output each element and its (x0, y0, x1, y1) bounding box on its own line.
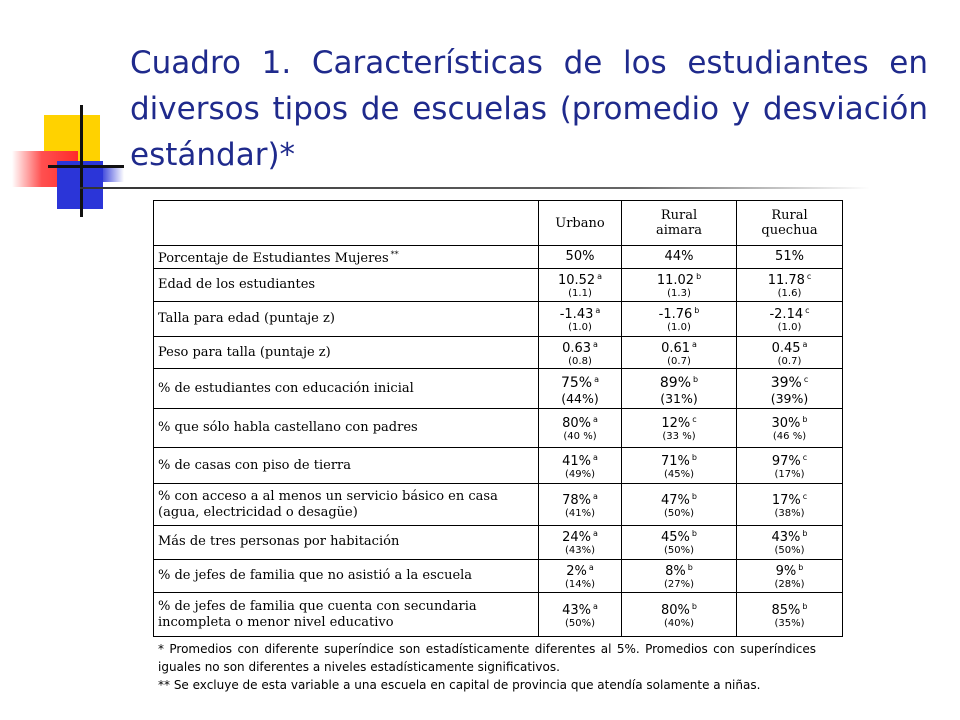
mean-line (543, 338, 617, 356)
significance-superscript: a (593, 601, 598, 611)
value-cell (539, 409, 622, 448)
mean-line (741, 372, 838, 391)
mean-line (626, 338, 732, 356)
value-cell (539, 526, 622, 559)
mean-value: 47% (661, 492, 690, 508)
std-dev-value: (0.7) (667, 355, 691, 367)
std-dev-value: (46 %) (772, 430, 807, 442)
mean-line (626, 372, 732, 391)
std-dev-value: (31%) (660, 390, 698, 406)
table-row (154, 593, 843, 637)
value-cell (539, 559, 622, 592)
mean-line (626, 527, 732, 545)
mean-value: 39% (770, 374, 802, 391)
value-cell (737, 593, 843, 637)
std-dev-value: (40 %) (563, 430, 597, 442)
row-label-text: Porcentaje de Estudiantes Mujeres (158, 251, 389, 266)
mean-line (741, 561, 838, 579)
header-urbano: Urbano (539, 201, 622, 246)
std-dev-value: (28%) (774, 578, 805, 590)
mean-value: 89% (659, 374, 692, 391)
significance-superscript: b (802, 601, 808, 611)
std-dev-value: (0.7) (777, 355, 802, 367)
table-row (154, 246, 843, 269)
decorative-logo (0, 95, 130, 225)
significance-superscript: c (692, 414, 697, 424)
significance-superscript: a (588, 562, 594, 572)
significance-superscript: b (691, 601, 697, 611)
row-label-footnote-mark: ** (390, 250, 399, 259)
std-dev-value: (27%) (663, 578, 695, 590)
mean-value: 0.61 (661, 340, 691, 356)
value-cell (622, 409, 737, 448)
mean-value: 24% (562, 530, 591, 546)
table-row (154, 526, 843, 559)
mean-value: 17% (771, 492, 801, 508)
value-cell (622, 559, 737, 592)
row-label-text: % de jefes de familia que no asistió a la escuela (158, 567, 473, 583)
mean-value: 41% (562, 453, 591, 469)
std-dev-value: (38%) (774, 507, 805, 519)
std-dev-value: (1.0) (667, 322, 691, 334)
significance-superscript: a (593, 414, 598, 424)
std-dev-value: (39%) (770, 390, 809, 406)
significance-superscript: b (696, 272, 702, 282)
mean-value: 80% (562, 415, 591, 431)
mean-value: 80% (661, 602, 690, 618)
significance-superscript: b (691, 452, 697, 462)
value-cell (539, 369, 622, 409)
mean-line (626, 451, 732, 469)
value-cell (737, 246, 843, 269)
mean-line (626, 600, 732, 618)
value-cell (737, 447, 843, 484)
row-label-text: % de casas con piso de tierra (158, 457, 352, 473)
row-label-text: % de jefes de familia que cuenta con secundaria incompleta o menor nivel educativo (158, 598, 477, 630)
value-cell (622, 336, 737, 368)
value-cell (539, 447, 622, 484)
mean-line (741, 490, 838, 508)
significance-superscript: b (694, 306, 700, 316)
std-dev-value: (17%) (774, 468, 805, 480)
row-label-text: % con acceso a al menos un servicio básico en casa (agua, electricidad o desagüe) (158, 488, 498, 520)
mean-line (626, 413, 732, 431)
mean-value: 85% (771, 602, 801, 618)
std-dev-value: (40%) (663, 617, 695, 629)
significance-superscript: a (594, 374, 600, 384)
significance-superscript: b (798, 562, 804, 572)
row-label-text: % que sólo habla castellano con padres (158, 419, 418, 435)
footnote-2: ** Se excluye de esta variable a una escuela en capital de provincia que atendía solamente a niñas. (158, 678, 761, 692)
std-dev-value: (1.0) (568, 322, 592, 334)
table-row (154, 269, 843, 302)
mean-value: 44% (664, 249, 694, 264)
footnote-1: * Promedios con diferente superíndice son estadísticamente diferentes al 5%. Promedios con superíndices iguales no son diferentes a niveles estadísticamente significativos. (158, 642, 816, 674)
std-dev-value: (1.6) (777, 288, 802, 300)
mean-line (741, 304, 838, 322)
mean-value: -1.43 (559, 307, 594, 323)
mean-value: 97% (771, 453, 801, 469)
mean-line (626, 304, 732, 322)
mean-line (543, 372, 617, 391)
value-cell (539, 593, 622, 637)
value-cell (622, 302, 737, 337)
row-label-text: Talla para edad (puntaje z) (158, 311, 335, 327)
value-cell (539, 246, 622, 269)
mean-line (626, 250, 732, 264)
row-label-text: Peso para talla (puntaje z) (158, 344, 331, 360)
significance-superscript: b (802, 529, 808, 539)
mean-value: 51% (775, 249, 804, 264)
table-row (154, 484, 843, 526)
mean-line (543, 561, 617, 579)
mean-line (543, 490, 617, 508)
row-label (154, 336, 539, 368)
value-cell (539, 336, 622, 368)
significance-superscript: b (693, 374, 699, 384)
significance-superscript: a (595, 306, 601, 316)
value-cell (737, 302, 843, 337)
mean-value: 45% (661, 530, 690, 546)
significance-superscript: a (593, 529, 598, 539)
value-cell (622, 246, 737, 269)
std-dev-value: (50%) (663, 545, 695, 557)
table-row (154, 369, 843, 409)
significance-superscript: b (802, 414, 808, 424)
row-label (154, 526, 539, 559)
mean-line (741, 413, 838, 431)
mean-line (543, 451, 617, 469)
mean-value: 9% (775, 563, 797, 579)
value-cell (737, 526, 843, 559)
row-label-text: Más de tres personas por habitación (158, 534, 400, 550)
significance-superscript: c (802, 491, 808, 501)
mean-value: 0.63 (562, 340, 592, 356)
mean-value: 11.02 (656, 273, 695, 289)
significance-superscript: b (687, 562, 693, 572)
mean-line (543, 600, 617, 618)
mean-line (543, 527, 617, 545)
significance-superscript: a (593, 452, 598, 462)
significance-superscript: b (691, 529, 697, 539)
mean-line (626, 561, 732, 579)
value-cell (622, 447, 737, 484)
value-cell (622, 369, 737, 409)
row-label (154, 559, 539, 592)
value-cell (737, 484, 843, 526)
footnotes (158, 640, 816, 694)
mean-value: 30% (771, 415, 801, 431)
mean-line (543, 250, 617, 264)
value-cell (622, 269, 737, 302)
row-label (154, 269, 539, 302)
std-dev-value: (44%) (561, 390, 599, 406)
significance-superscript: c (806, 272, 812, 282)
header-rural-aimara: Rural aimara (622, 201, 737, 246)
std-dev-value: (1.1) (568, 288, 592, 300)
std-dev-value: (1.0) (777, 322, 802, 334)
std-dev-value: (33 %) (662, 430, 696, 442)
value-cell (737, 409, 843, 448)
mean-line (741, 600, 838, 618)
mean-value: 75% (560, 374, 593, 391)
row-label-text: Edad de los estudiantes (158, 277, 316, 293)
value-cell (539, 484, 622, 526)
row-label-text: % de estudiantes con educación inicial (158, 380, 414, 396)
mean-value: 50% (565, 249, 595, 264)
table-body (154, 246, 843, 637)
std-dev-value: (43%) (564, 545, 596, 557)
mean-value: 71% (661, 453, 690, 469)
mean-line (741, 250, 838, 264)
mean-line (543, 413, 617, 431)
value-cell (737, 369, 843, 409)
table-header-row (154, 201, 843, 246)
significance-superscript: a (597, 272, 603, 282)
std-dev-value: (45%) (663, 468, 695, 480)
value-cell (737, 269, 843, 302)
mean-value: 11.78 (767, 273, 805, 289)
logo-blue-fade (100, 168, 124, 182)
value-cell (737, 559, 843, 592)
table-row (154, 409, 843, 448)
value-cell (622, 526, 737, 559)
row-label (154, 409, 539, 448)
mean-line (543, 304, 617, 322)
std-dev-value: (50%) (564, 617, 596, 629)
significance-superscript: a (593, 491, 598, 501)
std-dev-value: (14%) (564, 578, 596, 590)
row-label (154, 593, 539, 637)
mean-line (741, 527, 838, 545)
row-label (154, 369, 539, 409)
mean-line (543, 270, 617, 288)
slide-title: Cuadro 1. Características de los estudiantes en diversos tipos de escuelas (promedio y desviación estándar)* (130, 45, 928, 173)
title-divider (80, 187, 870, 189)
std-dev-value: (1.3) (667, 288, 691, 300)
value-cell (737, 336, 843, 368)
mean-line (626, 490, 732, 508)
significance-superscript: c (803, 374, 809, 384)
mean-value: 43% (562, 602, 591, 618)
header-empty (154, 201, 539, 246)
significance-superscript: b (691, 491, 697, 501)
row-label (154, 302, 539, 337)
std-dev-value: (49%) (564, 468, 596, 480)
mean-line (741, 338, 838, 356)
value-cell (622, 593, 737, 637)
mean-line (741, 270, 838, 288)
mean-value: 0.45 (771, 340, 801, 356)
mean-value: -1.76 (658, 307, 693, 323)
mean-value: 43% (771, 530, 801, 546)
table-row (154, 559, 843, 592)
mean-value: 12% (661, 415, 691, 431)
mean-value: 78% (562, 492, 591, 508)
row-label (154, 246, 539, 269)
table-row (154, 447, 843, 484)
header-rural-quechua: Rural quechua (737, 201, 843, 246)
mean-line (741, 451, 838, 469)
value-cell (622, 484, 737, 526)
characteristics-table (153, 200, 843, 637)
logo-vertical-line (80, 105, 83, 217)
std-dev-value: (50%) (663, 507, 695, 519)
significance-superscript: a (593, 339, 598, 349)
mean-value: -2.14 (769, 307, 804, 323)
mean-value: 10.52 (557, 273, 596, 289)
row-label (154, 484, 539, 526)
std-dev-value: (50%) (774, 545, 805, 557)
mean-value: 2% (566, 563, 587, 579)
mean-line (626, 270, 732, 288)
significance-superscript: c (802, 452, 808, 462)
row-label (154, 447, 539, 484)
value-cell (539, 269, 622, 302)
std-dev-value: (41%) (564, 507, 596, 519)
significance-superscript: a (802, 339, 808, 349)
table-row (154, 302, 843, 337)
significance-superscript: c (805, 306, 810, 316)
std-dev-value: (35%) (774, 617, 805, 629)
significance-superscript: a (692, 339, 697, 349)
mean-value: 8% (665, 563, 686, 579)
table-row (154, 336, 843, 368)
std-dev-value: (0.8) (568, 355, 592, 367)
value-cell (539, 302, 622, 337)
